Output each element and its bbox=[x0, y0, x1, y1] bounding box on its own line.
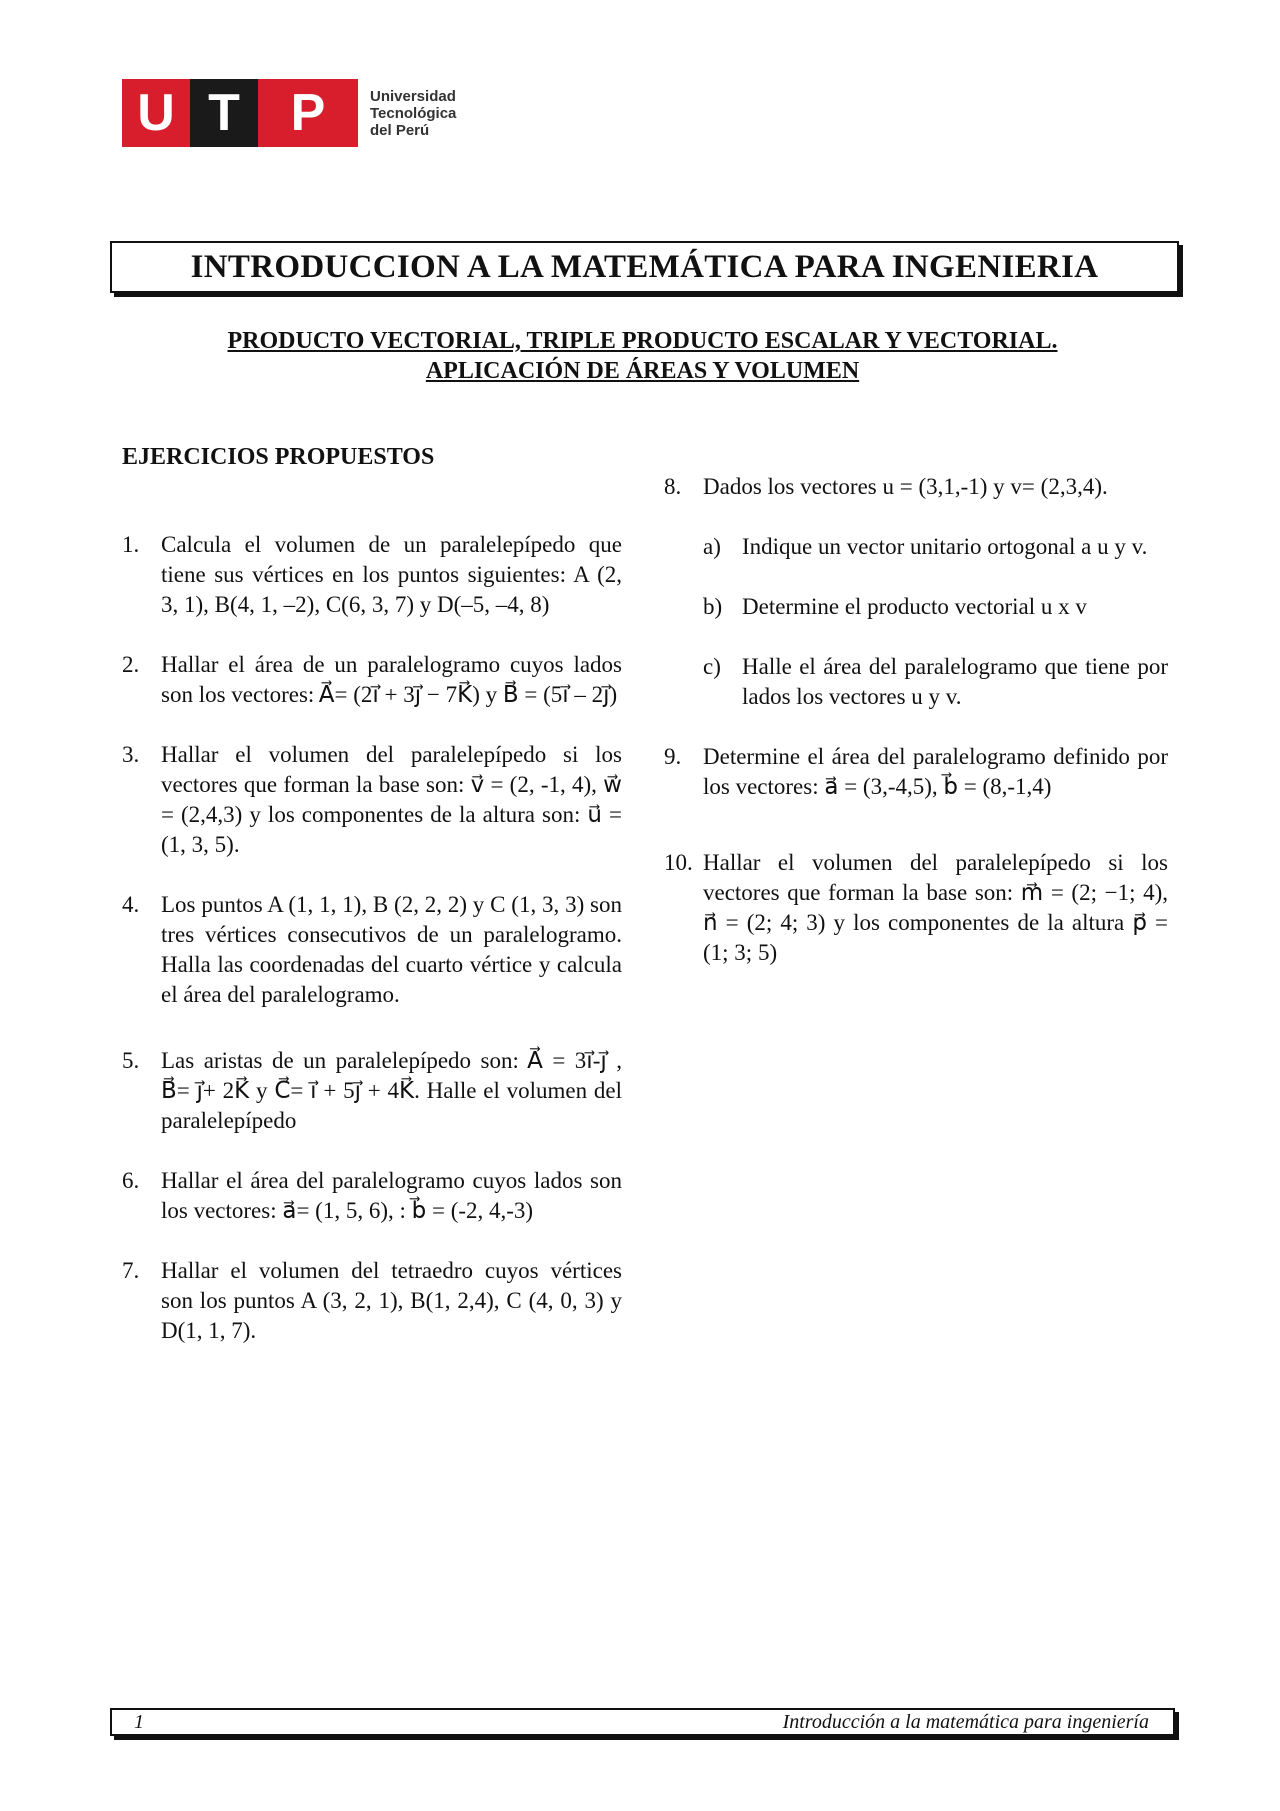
exercise-text: Dados los vectores u = (3,1,-1) y v= (2,3,4). bbox=[703, 474, 1108, 499]
exercise-10 bbox=[664, 848, 1168, 968]
exercise-text: Hallar el volumen del paralelepípedo si los vectores que forman la base son: v⃗ = (2, -1, 4), w⃗ = (2,4,3) y los componentes de la altura son: u⃗ = (1, 3, 5). bbox=[161, 742, 622, 857]
exercise-2 bbox=[122, 650, 622, 710]
subitem-text: Indique un vector unitario ortogonal a u y v. bbox=[742, 534, 1148, 559]
exercise-3 bbox=[122, 740, 622, 860]
document-title: INTRODUCCION A LA MATEMÁTICA PARA INGENIERIA bbox=[110, 241, 1179, 293]
subitem-label: c) bbox=[703, 654, 721, 679]
exercise-number: 4. bbox=[122, 892, 140, 917]
logo-letter-u: U bbox=[122, 79, 190, 147]
exercise-8a bbox=[703, 532, 1168, 562]
exercise-text: Hallar el área de un paralelogramo cuyos lados son los vectores: A⃗= (2ı⃗ + 3ȷ⃗ − 7K⃗) y B⃗ = (5ı⃗ – 2ȷ⃗) bbox=[161, 652, 622, 707]
subitem-label: a) bbox=[703, 534, 721, 559]
exercise-8 bbox=[664, 472, 1168, 502]
section-heading: EJERCICIOS PROPUESTOS bbox=[122, 444, 435, 470]
exercise-5 bbox=[122, 1046, 622, 1136]
exercise-number: 3. bbox=[122, 742, 140, 767]
exercise-4 bbox=[122, 890, 622, 1010]
exercise-6 bbox=[122, 1166, 622, 1226]
exercise-text: Calcula el volumen de un paralelepípedo que tiene sus vértices en los puntos siguientes: A (2, 3, 1), B(4, 1, –2), C(6, 3, 7) y D(–5, –4, 8) bbox=[161, 532, 622, 617]
subitem-label: b) bbox=[703, 594, 723, 619]
exercise-8b bbox=[703, 592, 1168, 622]
exercise-number: 6. bbox=[122, 1168, 140, 1193]
exercise-number: 9. bbox=[664, 744, 682, 769]
exercise-number: 8. bbox=[664, 474, 682, 499]
exercise-text: Determine el área del paralelogramo definido por los vectores: a⃗ = (3,-4,5), b⃗ = (8,-1,4) bbox=[703, 744, 1168, 799]
logo-wordmark bbox=[370, 88, 456, 139]
page-number: 1 bbox=[134, 1710, 144, 1733]
exercise-number: 2. bbox=[122, 652, 140, 677]
exercise-text: Las aristas de un paralelepípedo son: A⃗ = 3ı⃗-ȷ⃗ , B⃗= ȷ⃗+ 2K⃗ y C⃗= ı⃗ + 5ȷ⃗ + 4K⃗. Halle el volumen del paralelepípedo bbox=[161, 1048, 622, 1133]
exercise-number: 5. bbox=[122, 1048, 140, 1073]
subtitle-line-2: APLICACIÓN DE ÁREAS Y VOLUMEN bbox=[425, 358, 860, 384]
logo-line-1: Universidad bbox=[370, 87, 456, 105]
logo-letter-t: T bbox=[190, 79, 258, 147]
logo-line-2: Tecnológica bbox=[370, 104, 457, 122]
exercise-number: 10. bbox=[664, 850, 693, 875]
exercise-9 bbox=[664, 742, 1168, 802]
exercise-text: Hallar el área del paralelogramo cuyos lados son los vectores: a⃗= (1, 5, 6), : b⃗ = (-2, 4,-3) bbox=[161, 1168, 622, 1223]
exercises-right-column bbox=[664, 472, 1168, 968]
subtitle-line-1: PRODUCTO VECTORIAL, TRIPLE PRODUCTO ESCALAR Y VECTORIAL. bbox=[227, 328, 1058, 354]
exercise-text: Los puntos A (1, 1, 1), B (2, 2, 2) y C (1, 3, 3) son tres vértices consecutivos de un paralelogramo. Halla las coordenadas del cuarto vértice y calcula el área del paralelogramo. bbox=[161, 892, 622, 1007]
utp-logo bbox=[122, 79, 456, 147]
subitem-text: Halle el área del paralelogramo que tiene por lados los vectores u y v. bbox=[742, 654, 1168, 709]
logo-line-3: del Perú bbox=[370, 121, 430, 139]
document-subtitle bbox=[110, 326, 1175, 386]
exercises-left-column bbox=[122, 530, 622, 1346]
exercise-text: Hallar el volumen del tetraedro cuyos vértices son los puntos A (3, 2, 1), B(1, 2,4), C (4, 0, 3) y D(1, 1, 7). bbox=[161, 1258, 622, 1343]
exercise-8c bbox=[703, 652, 1168, 712]
running-title: Introducción a la matemática para ingeniería bbox=[782, 1710, 1149, 1733]
exercise-number: 1. bbox=[122, 532, 140, 557]
logo-letter-p: P bbox=[258, 79, 358, 147]
exercise-number: 7. bbox=[122, 1258, 140, 1283]
subitem-text: Determine el producto vectorial u x v bbox=[742, 594, 1087, 619]
page-footer bbox=[110, 1708, 1175, 1736]
exercise-7 bbox=[122, 1256, 622, 1346]
exercise-text: Hallar el volumen del paralelepípedo si los vectores que forman la base son: m⃗ = (2; −1; 4), n⃗ = (2; 4; 3) y los componentes de la altura p⃗ = (1; 3; 5) bbox=[703, 850, 1168, 965]
exercise-1 bbox=[122, 530, 622, 620]
